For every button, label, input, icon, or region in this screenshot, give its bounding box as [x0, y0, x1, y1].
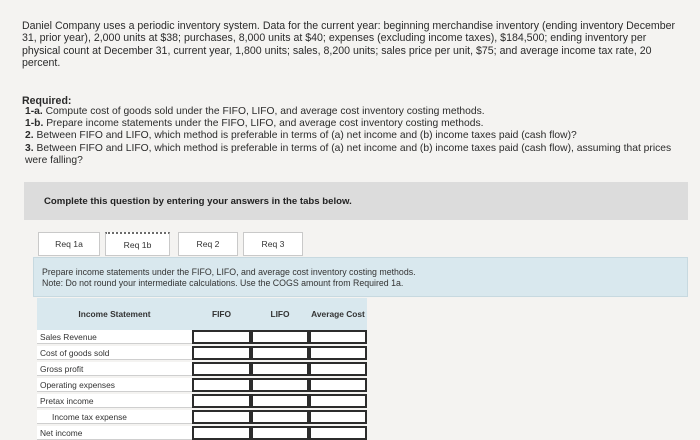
input-income-tax-average[interactable]: [309, 410, 367, 424]
row-label-net-income: Net income: [37, 426, 192, 440]
instructions-box: [24, 182, 688, 220]
panel-instruction: Prepare income statements under the FIFO, LIFO, and average cost inventory costing methods.: [42, 267, 416, 277]
instructions-text: Complete this question by entering your answers in the tabs below.: [44, 196, 352, 207]
requirement-number: 2.: [25, 130, 34, 142]
header-lifo: LIFO: [270, 309, 290, 319]
input-income-tax-fifo[interactable]: [192, 410, 251, 424]
requirement-1a: [25, 106, 690, 118]
requirement-number: 1-b.: [25, 118, 44, 130]
input-cogs-average[interactable]: [309, 346, 367, 360]
question-panel: [33, 257, 688, 297]
input-sales-revenue-fifo[interactable]: [192, 330, 251, 344]
requirements-list: [25, 106, 690, 167]
problem-statement: Daniel Company uses a periodic inventory system. Data for the current year: beginning merchandise inventory (ending inventory December 31, prior year), 2,000 units at $38; purchases, 8,000 units at $40; expenses (excluding income taxes), $184,500; ending inventory per physical count at December 31, current year, 1,800 units; sales, 8,200 units; sales price per unit, $75; and average income tax rate, 20 percent.: [22, 20, 676, 70]
input-sales-revenue-average[interactable]: [309, 330, 367, 344]
input-pretax-income-lifo[interactable]: [251, 394, 309, 408]
input-gross-profit-fifo[interactable]: [192, 362, 251, 376]
header-average-cost: Average Cost: [311, 308, 365, 319]
requirement-2: [25, 130, 690, 142]
row-label-cost-of-goods-sold: Cost of goods sold: [37, 346, 192, 360]
input-operating-expenses-lifo[interactable]: [251, 378, 309, 392]
input-cogs-lifo[interactable]: [251, 346, 309, 360]
input-gross-profit-average[interactable]: [309, 362, 367, 376]
input-gross-profit-lifo[interactable]: [251, 362, 309, 376]
requirement-number: 1-a.: [25, 106, 43, 117]
tab-req-1b[interactable]: Req 1b: [105, 232, 170, 256]
tab-req-2[interactable]: Req 2: [178, 232, 238, 256]
requirement-1b: [25, 118, 690, 130]
requirement-number: 3.: [25, 142, 34, 154]
row-label-pretax-income: Pretax income: [37, 394, 192, 408]
input-income-tax-lifo[interactable]: [251, 410, 309, 424]
tab-req-3[interactable]: Req 3: [243, 232, 303, 256]
input-sales-revenue-lifo[interactable]: [251, 330, 309, 344]
row-label-sales-revenue: Sales Revenue: [37, 330, 192, 344]
header-income-statement: Income Statement: [78, 309, 151, 319]
requirement-3: [25, 143, 690, 167]
row-label-income-tax-expense: Income tax expense: [37, 410, 192, 424]
table-header: [37, 298, 367, 330]
row-label-operating-expenses: Operating expenses: [37, 378, 192, 392]
required-heading: Required:: [22, 95, 72, 107]
tab-req-1a[interactable]: Req 1a: [38, 232, 100, 256]
requirement-text: Compute cost of goods sold under the FIFO, LIFO, and average cost inventory costing methods.: [45, 106, 485, 117]
input-cogs-fifo[interactable]: [192, 346, 251, 360]
requirement-text: Prepare income statements under the FIFO, LIFO, and average cost inventory costing methods.: [46, 118, 484, 130]
input-pretax-income-fifo[interactable]: [192, 394, 251, 408]
requirement-text: Between FIFO and LIFO, which method is preferable in terms of (a) net income and (b) income taxes paid (cash flow)?: [36, 130, 577, 142]
row-label-gross-profit: Gross profit: [37, 362, 192, 376]
input-operating-expenses-fifo[interactable]: [192, 378, 251, 392]
panel-note: Note: Do not round your intermediate calculations. Use the COGS amount from Required 1a.: [42, 278, 404, 288]
input-operating-expenses-average[interactable]: [309, 378, 367, 392]
requirement-text: Between FIFO and LIFO, which method is preferable in terms of (a) net income and (b) income taxes paid (cash flow), assuming that prices were falling?: [25, 142, 672, 166]
header-fifo: FIFO: [211, 309, 232, 319]
input-pretax-income-average[interactable]: [309, 394, 367, 408]
